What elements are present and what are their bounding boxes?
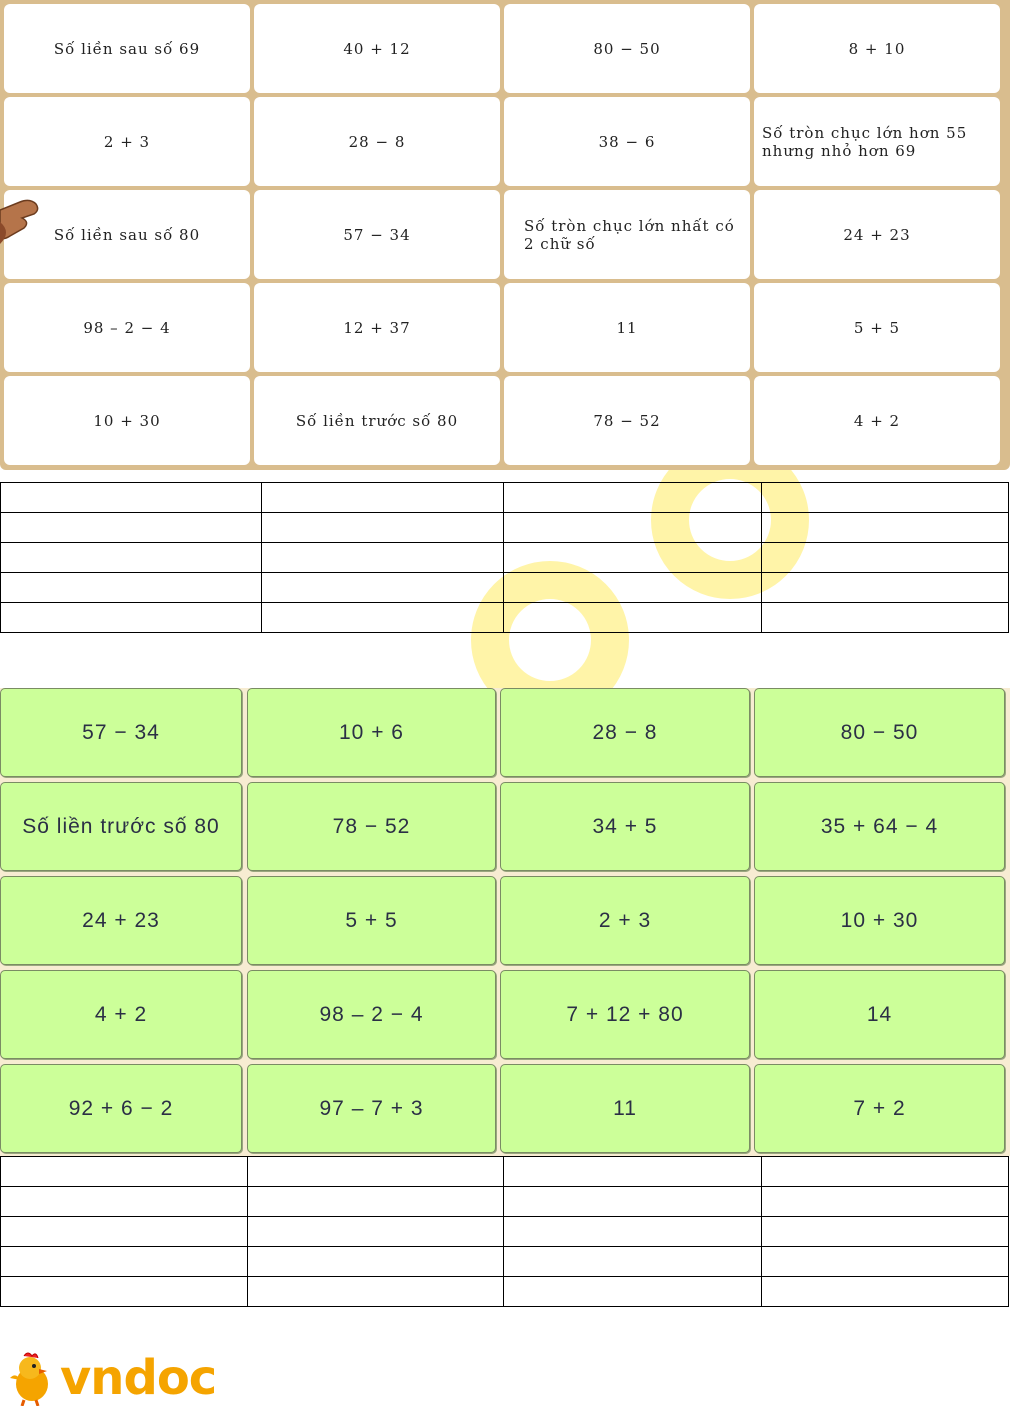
answer-cell[interactable]: [762, 1217, 1009, 1247]
card: 80 − 50: [754, 688, 1005, 777]
answer-cell[interactable]: [504, 1247, 762, 1277]
card: 98 – 2 − 4: [247, 970, 496, 1059]
answer-cell[interactable]: [1, 1187, 248, 1217]
answer-cell[interactable]: [1, 543, 262, 573]
card: 10 + 30: [4, 376, 250, 465]
exercise-grid-1: [0, 0, 1010, 470]
card: 7 + 2: [754, 1064, 1005, 1153]
card: 78 − 52: [504, 376, 750, 465]
answer-cell[interactable]: [1, 603, 262, 633]
answer-cell[interactable]: [762, 1277, 1009, 1307]
answer-cell[interactable]: [762, 483, 1009, 513]
card: 7 + 12 + 80: [500, 970, 750, 1059]
answer-cell[interactable]: [504, 603, 762, 633]
answer-cell[interactable]: [261, 603, 504, 633]
card: Số tròn chục lớn nhất có 2 chữ số: [504, 190, 750, 279]
answer-cell[interactable]: [247, 1157, 504, 1187]
answer-cell[interactable]: [1, 1247, 248, 1277]
answer-cell[interactable]: [247, 1247, 504, 1277]
card: 5 + 5: [247, 876, 496, 965]
card: 12 + 37: [254, 283, 500, 372]
chicken-mascot-icon: [6, 1350, 56, 1406]
answer-cell[interactable]: [261, 543, 504, 573]
answer-table-1: [0, 482, 1009, 633]
card: Số tròn chục lớn hơn 55 nhưng nhỏ hơn 69: [754, 97, 1000, 186]
card: 97 – 7 + 3: [247, 1064, 496, 1153]
table-row: [1, 543, 1009, 573]
answer-cell[interactable]: [504, 1157, 762, 1187]
answer-cell[interactable]: [1, 1217, 248, 1247]
card: 92 + 6 − 2: [0, 1064, 242, 1153]
card: 78 − 52: [247, 782, 496, 871]
answer-cell[interactable]: [1, 483, 262, 513]
card: 5 + 5: [754, 283, 1000, 372]
card: 34 + 5: [500, 782, 750, 871]
table-row: [1, 513, 1009, 543]
answer-cell[interactable]: [762, 543, 1009, 573]
answer-cell[interactable]: [1, 1157, 248, 1187]
answer-cell[interactable]: [504, 1187, 762, 1217]
answer-cell[interactable]: [261, 513, 504, 543]
card: Số liền trước số 80: [0, 782, 242, 871]
card: 57 − 34: [254, 190, 500, 279]
card: 4 + 2: [754, 376, 1000, 465]
card: 98 – 2 − 4: [4, 283, 250, 372]
table-row: [1, 1277, 1009, 1307]
card: 11: [504, 283, 750, 372]
vndoc-logo: [6, 1350, 216, 1406]
exercise-grid-2: [0, 688, 1010, 1156]
answer-cell[interactable]: [762, 573, 1009, 603]
answer-cell[interactable]: [504, 1277, 762, 1307]
card: 80 − 50: [504, 4, 750, 93]
table-row: [1, 1247, 1009, 1277]
answer-cell[interactable]: [261, 573, 504, 603]
table-row: [1, 1157, 1009, 1187]
card: 10 + 6: [247, 688, 496, 777]
answer-cell[interactable]: [1, 513, 262, 543]
table-row: [1, 1217, 1009, 1247]
card: Số liền trước số 80: [254, 376, 500, 465]
card: Số liền sau số 80: [4, 190, 250, 279]
card: 11: [500, 1064, 750, 1153]
answer-cell[interactable]: [504, 513, 762, 543]
answer-cell[interactable]: [1, 1277, 248, 1307]
logo-text: vndoc: [60, 1350, 217, 1406]
card: 35 + 64 − 4: [754, 782, 1005, 871]
answer-cell[interactable]: [762, 1247, 1009, 1277]
card: 2 + 3: [4, 97, 250, 186]
answer-cell[interactable]: [504, 543, 762, 573]
table-row: [1, 603, 1009, 633]
card: 40 + 12: [254, 4, 500, 93]
card: Số liền sau số 69: [4, 4, 250, 93]
answer-cell[interactable]: [247, 1187, 504, 1217]
answer-cell[interactable]: [247, 1217, 504, 1247]
answer-cell[interactable]: [762, 513, 1009, 543]
answer-cell[interactable]: [1, 573, 262, 603]
card: 14: [754, 970, 1005, 1059]
card: 2 + 3: [500, 876, 750, 965]
table-row: [1, 1187, 1009, 1217]
answer-cell[interactable]: [762, 603, 1009, 633]
answer-cell[interactable]: [762, 1157, 1009, 1187]
card: 28 − 8: [500, 688, 750, 777]
card: 10 + 30: [754, 876, 1005, 965]
card: 57 − 34: [0, 688, 242, 777]
answer-cell[interactable]: [504, 483, 762, 513]
card: 24 + 23: [0, 876, 242, 965]
answer-cell[interactable]: [247, 1277, 504, 1307]
answer-cell[interactable]: [504, 573, 762, 603]
answer-table-2: [0, 1156, 1009, 1307]
answer-cell[interactable]: [261, 483, 504, 513]
card: 4 + 2: [0, 970, 242, 1059]
card: 38 − 6: [504, 97, 750, 186]
answer-cell[interactable]: [762, 1187, 1009, 1217]
answer-cell[interactable]: [504, 1217, 762, 1247]
hand-icon: [0, 192, 42, 252]
card: 28 − 8: [254, 97, 500, 186]
card: 24 + 23: [754, 190, 1000, 279]
table-row: [1, 573, 1009, 603]
card: 8 + 10: [754, 4, 1000, 93]
table-row: [1, 483, 1009, 513]
